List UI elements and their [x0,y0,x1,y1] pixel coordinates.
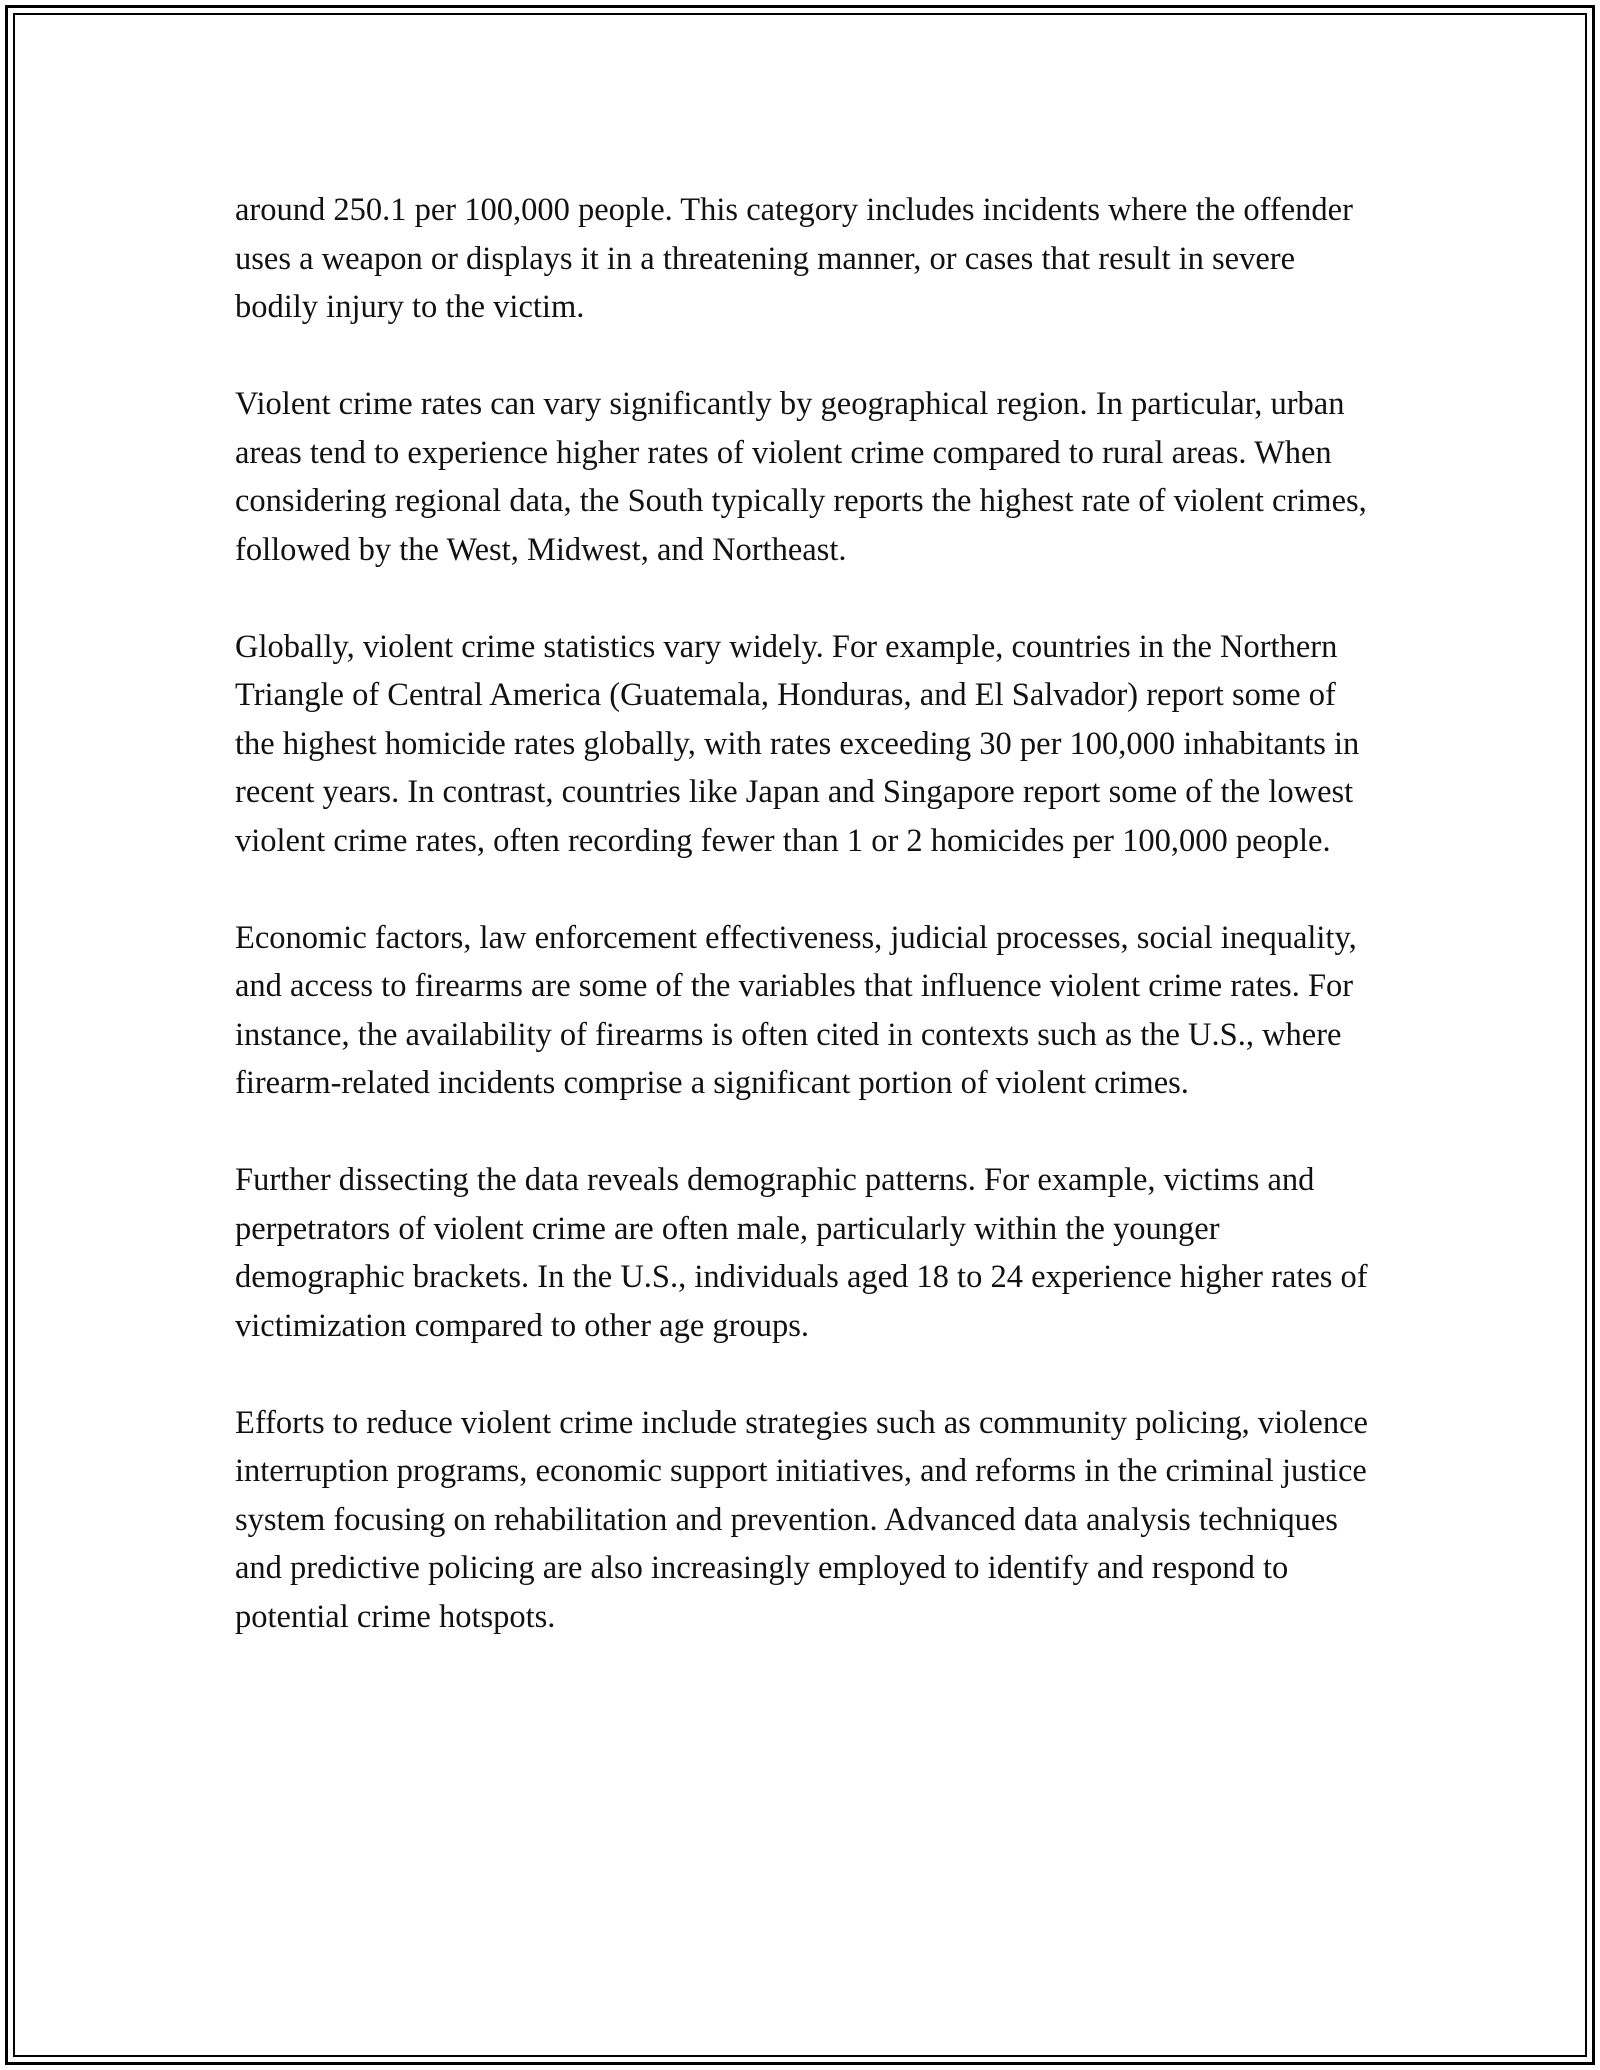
document-body [235,186,1375,1641]
paragraph-aggravated-assault: around 250.1 per 100,000 people. This category includes incidents where the offender uses a weapon or displays it in a threatening manner, or cases that result in severe bodily injury to the victim. [235,192,1353,325]
paragraph-regional-variation: Violent crime rates can vary significantly by geographical region. In particular, urban areas tend to experience higher rates of violent crime compared to rural areas. When considering regional data, the South typically reports the highest rate of violent crimes, followed by the West, Midwest, and Northeast. [235,386,1367,568]
paragraph-demographics: Further dissecting the data reveals demographic patterns. For example, victims and perpetrators of violent crime are often male, particularly within the younger demographic brackets. In the U.S., individuals aged 18 to 24 experience higher rates of victimization compared to other age groups. [235,1162,1368,1344]
paragraph-reduction-efforts: Efforts to reduce violent crime include strategies such as community policing, violence interruption programs, economic support initiatives, and reforms in the criminal justice system focusing on rehabilitation and prevention. Advanced data analysis techniques and predictive policing are also increasingly employed to identify and respond to potential crime hotspots. [235,1404,1368,1635]
paragraph-global-statistics: Globally, violent crime statistics vary widely. For example, countries in the Northern Triangle of Central America (Guatemala, Honduras, and El Salvador) report some of the highest homicide rates globally, with rates exceeding 30 per 100,000 inhabitants in recent years. In contrast, countries like Japan and Singapore report some of the lowest violent crime rates, often recording fewer than 1 or 2 homicides per 100,000 people. [235,628,1360,859]
paragraph-influencing-factors: Economic factors, law enforcement effectiveness, judicial processes, social inequality, and access to firearms are some of the variables that influence violent crime rates. For instance, the availability of firearms is often cited in contexts such as the U.S., where firearm-related incidents comprise a significant portion of violent crimes. [235,919,1357,1101]
